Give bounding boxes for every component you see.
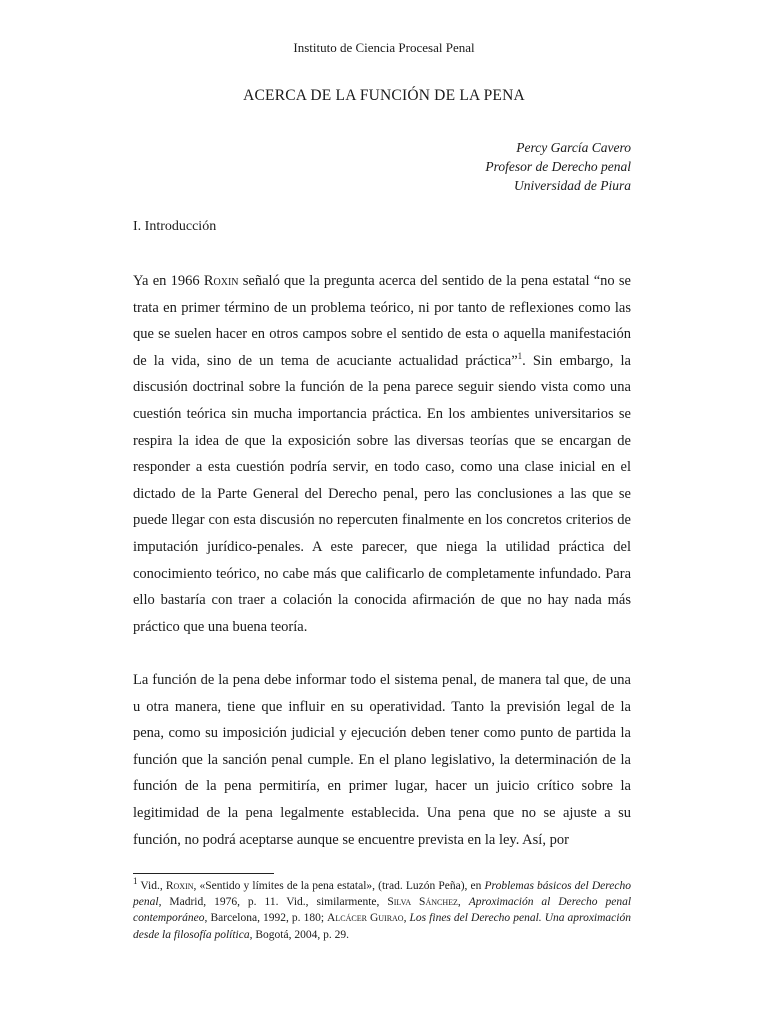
footnote-author-roxin: Roxin [165,880,194,892]
footnote-ref[interactable]: 1 [517,350,523,361]
footnote-text: , Madrid, 1976, p. 11. Vid., similarmente, [158,896,388,909]
footnote-text: Vid., [137,880,166,892]
footnote-text: , Bogotá, 2004, p. 29. [249,928,349,941]
paragraph-1-text-c: . Sin embargo, la discusión doctrinal sobre la función de la pena parece seguir siendo vista como una cuestión teórica sin mucha importancia práctica. En los ambientes universitarios se respira la idea de que la exposición sobre las diversas teorías que se encargan de responder a esta cuestión podría servir, en todo caso, como una clase inicial en el dictado de la Parte General del Derecho penal, pero las conclusiones a las que se puede llegar con esta discusión no repercuten finalmente en los concretos criterios de imputación jurídico-penales. A este parecer, que niega la utilidad práctica del conocimiento teórico, no cabe más que calificarlo de completamente infundado. Para ello bastaría con traer a colación la conocida afirmación de que no hay nada más práctico que una buena teoría. [133,352,631,635]
author-role: Profesor de Derecho penal [485,159,631,174]
footnote-number: 1 [133,876,138,887]
document-title: ACERCA DE LA FUNCIÓN DE LA PENA [243,87,525,104]
footnote-book-title: Aproximación al Derecho penal contemporáneo [133,896,632,925]
running-header: Instituto de Ciencia Procesal Penal [293,40,475,55]
section-heading: I. Introducción [133,219,217,234]
author-name: Percy García Cavero [516,140,631,155]
footnote-book-title: Problemas básicos del Derecho penal [133,880,631,909]
paragraph-1-text-b: señaló que la pregunta acerca del sentido de la pena estatal “no se trata en primer término de un problema teórico, ni por tanto de reflexiones como las que se suelen hacer en otros campos sobre el sentido de esta o aquella manifestación de la vida, sino de un tema de acuciante actualidad práctica” [133,273,631,369]
paragraph-1 [133,268,631,640]
footnote-text: , «Sentido y límites de la pena estatal», (trad. Luzón Peña), en [193,880,485,892]
footnote-text: , [403,912,410,925]
footnote-book-title: Los fines del Derecho penal. Una aproximación desde la filosofía política [133,912,631,941]
footnote-text: , Barcelona, 1992, p. 180; [204,912,328,925]
author-institution: Universidad de Piura [514,178,631,193]
footnote-author-alcacer: Alcácer Guirao [327,912,404,925]
footnote-text: , [457,896,469,909]
paragraph-2: La función de la pena debe informar todo el sistema penal, de manera tal que, de una u otra manera, tiene que influir en su operatividad. Tanto la previsión legal de la pena, como su imposición judicial y ejecución deben tener como punto de partida la función que la sanción penal cumple. En el plano legislativo, la determinación de la función de la pena permitiría, en primer lugar, hacer un juicio crítico sobre la legitimidad de la pena legalmente establecida. Una pena que no se ajuste a su función, no podrá aceptarse aunque se encuentre prevista en la ley. Así, por [133,672,631,848]
footnote-author-silva: Silva Sánchez [387,896,458,909]
footnote-separator [133,873,274,874]
author-block [485,138,631,195]
paragraph-1-text-a: Ya en 1966 [133,273,204,289]
author-cite-roxin: Roxin [203,273,239,289]
footnote-1 [133,878,631,943]
